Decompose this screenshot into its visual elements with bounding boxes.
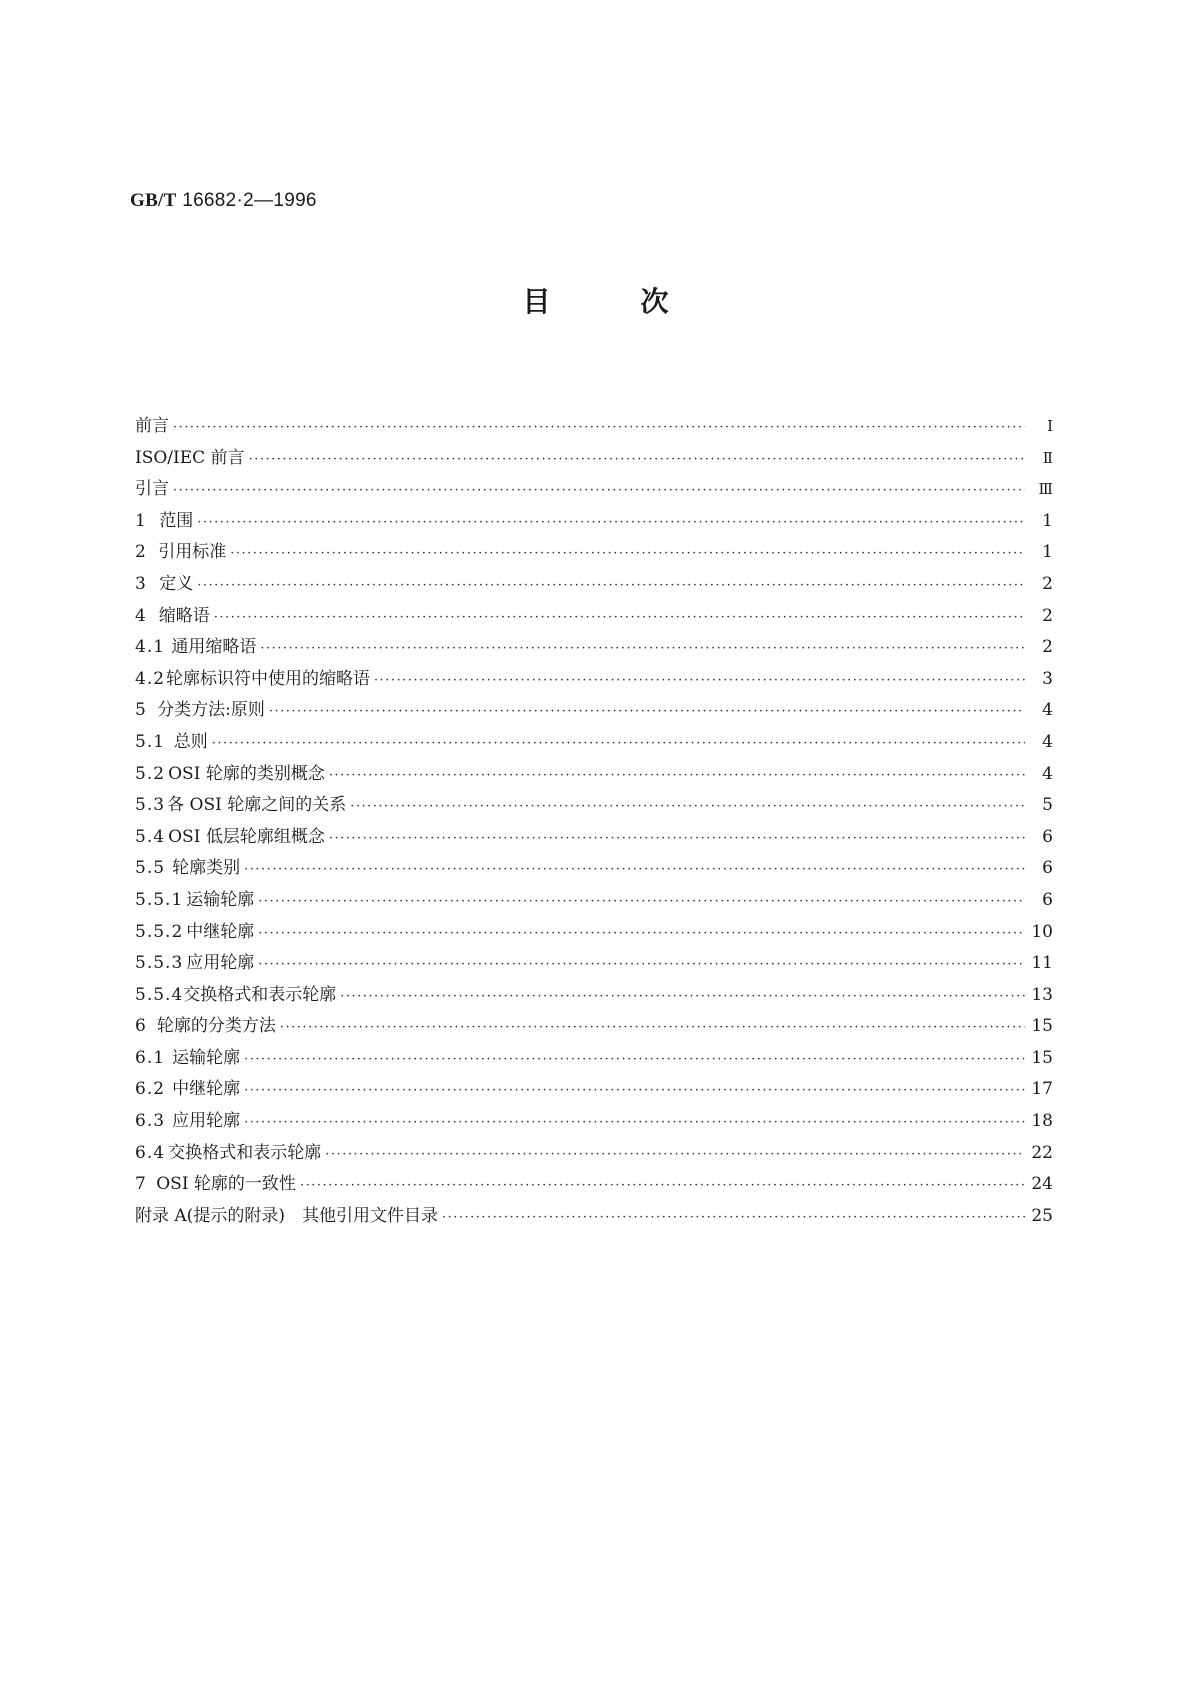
toc-entry[interactable]: [135, 1138, 1053, 1170]
toc-entry-title: 引言: [135, 479, 169, 500]
toc-entry-page: 24: [1031, 1174, 1053, 1195]
toc-entry-number: 5.5.3: [135, 953, 184, 974]
toc-entry[interactable]: [135, 1201, 1053, 1233]
toc-entry-title: 中继轮廓: [172, 1079, 241, 1100]
toc-leader-dots: [280, 1020, 1025, 1035]
toc-entry-number: 5.4: [135, 826, 166, 847]
toc-entry-title: 缩略语: [158, 605, 210, 626]
toc-entry-page: 11: [1031, 953, 1053, 974]
toc-leader-dots: [258, 926, 1025, 941]
standard-code: [130, 190, 317, 212]
toc-entry-page: 4: [1042, 763, 1053, 784]
toc-entry[interactable]: [135, 822, 1053, 854]
toc-entry-title: 范围: [159, 510, 194, 531]
toc-leader-dots: [300, 1178, 1025, 1193]
toc-leader-dots: [197, 515, 1025, 530]
toc-leader-dots: [249, 452, 1025, 467]
toc-entry-page: 2: [1042, 637, 1053, 658]
toc-entry-title: 应用轮廓: [186, 953, 255, 974]
toc-entry-page: 4: [1042, 700, 1053, 721]
toc-entry[interactable]: [135, 1011, 1053, 1043]
toc-entry-title: 轮廓的分类方法: [156, 1016, 276, 1037]
toc-entry-page: 22: [1031, 1142, 1053, 1163]
toc-entry-page: 5: [1042, 795, 1053, 816]
toc-entry-title: 前言: [135, 416, 169, 436]
page-title-char-1: 目: [522, 285, 551, 318]
toc-entry-page: 3: [1042, 668, 1053, 689]
toc-entry[interactable]: [135, 980, 1053, 1012]
toc-entry-title: 轮廓标识符中使用的缩略语: [165, 668, 370, 689]
toc-leader-dots: [325, 1147, 1025, 1162]
toc-entry[interactable]: [135, 664, 1053, 696]
toc-entry[interactable]: [135, 1043, 1053, 1075]
page-title: [0, 280, 1191, 320]
toc-entry-page: Ⅰ: [1047, 419, 1053, 435]
toc-leader-dots: [244, 862, 1025, 877]
toc-entry-title: 定义: [159, 573, 194, 594]
toc-entry-title: 交换格式和表示轮廓: [168, 1142, 322, 1163]
toc-entry[interactable]: [135, 948, 1053, 980]
toc-entry-page: 6: [1042, 826, 1053, 847]
toc-entry-number: 5.5: [135, 858, 166, 879]
toc-entry-title: 各 OSI 轮廓之间的关系: [167, 795, 347, 816]
toc-leader-dots: [350, 799, 1025, 814]
toc-entry-number: 5.1: [135, 731, 166, 752]
toc-entry-page: 2: [1042, 605, 1053, 626]
toc-entry-page: 1: [1042, 510, 1053, 531]
toc-entry-title: 运输轮廓: [172, 1047, 241, 1068]
toc-entry-number: 5.2: [135, 763, 166, 784]
toc-entry[interactable]: [135, 885, 1053, 917]
toc-leader-dots: [197, 578, 1025, 593]
toc-entry-title: 通用缩略语: [171, 637, 257, 658]
toc-entry-page: Ⅱ: [1042, 450, 1053, 467]
toc-entry[interactable]: [135, 1106, 1053, 1138]
toc-entry-title: 中继轮廓: [186, 921, 255, 942]
toc-entry-page: 1: [1042, 542, 1053, 563]
toc-leader-dots: [329, 831, 1025, 846]
toc-entry-number: 5.5.1: [135, 889, 184, 910]
toc-entry-title: 运输轮廓: [186, 889, 255, 910]
toc-entry[interactable]: [135, 632, 1053, 664]
toc-entry-page: 4: [1042, 731, 1053, 752]
standard-code-prefix: GB/T: [130, 190, 177, 211]
page-title-char-2: 次: [640, 285, 669, 318]
toc-entry-number: 4.2: [135, 668, 166, 689]
toc-entry-number: 1: [135, 510, 147, 531]
toc-entry-number: 4.1: [135, 637, 166, 658]
toc-entry[interactable]: [135, 1169, 1053, 1201]
toc-entry[interactable]: [135, 411, 1053, 443]
toc-entry[interactable]: [135, 695, 1053, 727]
toc-leader-dots: [329, 768, 1025, 783]
toc-entry-number: 5.5.4: [135, 984, 184, 1005]
toc-leader-dots: [340, 989, 1025, 1004]
toc-entry-number: 7: [135, 1174, 147, 1195]
toc-entry[interactable]: [135, 917, 1053, 949]
toc-leader-dots: [442, 1210, 1025, 1225]
toc-leader-dots: [244, 1115, 1025, 1130]
toc-entry[interactable]: [135, 759, 1053, 791]
toc-leader-dots: [244, 1052, 1025, 1067]
toc-leader-dots: [260, 641, 1025, 656]
toc-entry-page: 17: [1031, 1079, 1053, 1100]
toc-entry[interactable]: [135, 443, 1053, 475]
toc-entry[interactable]: [135, 790, 1053, 822]
toc-entry[interactable]: [135, 537, 1053, 569]
table-of-contents: [135, 411, 1053, 1232]
toc-entry-number: 6: [135, 1016, 147, 1037]
toc-entry[interactable]: [135, 569, 1053, 601]
toc-leader-dots: [269, 704, 1025, 719]
toc-entry-number: 6.4: [135, 1142, 166, 1163]
toc-leader-dots: [173, 420, 1025, 435]
toc-leader-dots: [244, 1083, 1025, 1098]
toc-entry-page: 10: [1031, 921, 1053, 942]
toc-entry-number: 2: [135, 542, 147, 563]
toc-entry-number: 5.3: [135, 795, 166, 816]
toc-entry-number: 5: [135, 700, 147, 721]
toc-leader-dots: [212, 736, 1025, 751]
toc-entry-title: OSI 轮廓的类别概念: [168, 763, 325, 784]
toc-leader-dots: [258, 894, 1025, 909]
toc-leader-dots: [230, 546, 1025, 561]
toc-leader-dots: [258, 957, 1025, 972]
toc-entry-number: 3: [135, 573, 147, 594]
toc-entry[interactable]: [135, 853, 1053, 885]
toc-entry-page: Ⅲ: [1038, 482, 1053, 499]
toc-entry-title: OSI 轮廓的一致性: [156, 1174, 296, 1195]
toc-entry-page: 13: [1031, 984, 1053, 1005]
toc-leader-dots: [173, 483, 1025, 498]
toc-entry[interactable]: [135, 601, 1053, 633]
toc-entry[interactable]: [135, 506, 1053, 538]
toc-entry-title: 分类方法:原则: [157, 700, 265, 721]
toc-entry-number: 5.5.2: [135, 921, 184, 942]
toc-entry-page: 18: [1031, 1111, 1053, 1132]
toc-entry-page: 15: [1031, 1016, 1053, 1037]
toc-entry-title: 轮廓类别: [172, 858, 241, 879]
toc-leader-dots: [374, 673, 1025, 688]
toc-entry-number: 6.2: [135, 1079, 166, 1100]
toc-entry[interactable]: [135, 474, 1053, 506]
toc-entry-title: 应用轮廓: [172, 1111, 241, 1132]
standard-code-number: 16682·2—1996: [182, 190, 317, 211]
toc-entry-title: 总则: [173, 731, 208, 752]
toc-entry[interactable]: [135, 727, 1053, 759]
toc-entry-number: 6.3: [135, 1111, 166, 1132]
toc-entry-number: 4: [135, 605, 147, 626]
toc-entry-title: ISO/IEC 前言: [135, 447, 245, 468]
toc-entry-number: 6.1: [135, 1047, 166, 1068]
toc-entry-page: 6: [1042, 858, 1053, 879]
toc-entry-page: 15: [1031, 1047, 1053, 1068]
toc-entry-title: 引用标准: [158, 542, 227, 563]
toc-entry-page: 6: [1042, 889, 1053, 910]
toc-entry-title: 附录 A(提示的附录) 其他引用文件目录: [135, 1205, 438, 1226]
toc-entry-title: OSI 低层轮廓组概念: [168, 826, 325, 847]
toc-entry[interactable]: [135, 1074, 1053, 1106]
toc-entry-title: 交换格式和表示轮廓: [183, 984, 337, 1005]
toc-leader-dots: [214, 610, 1025, 625]
toc-entry-page: 25: [1031, 1205, 1053, 1226]
toc-entry-page: 2: [1042, 573, 1053, 594]
